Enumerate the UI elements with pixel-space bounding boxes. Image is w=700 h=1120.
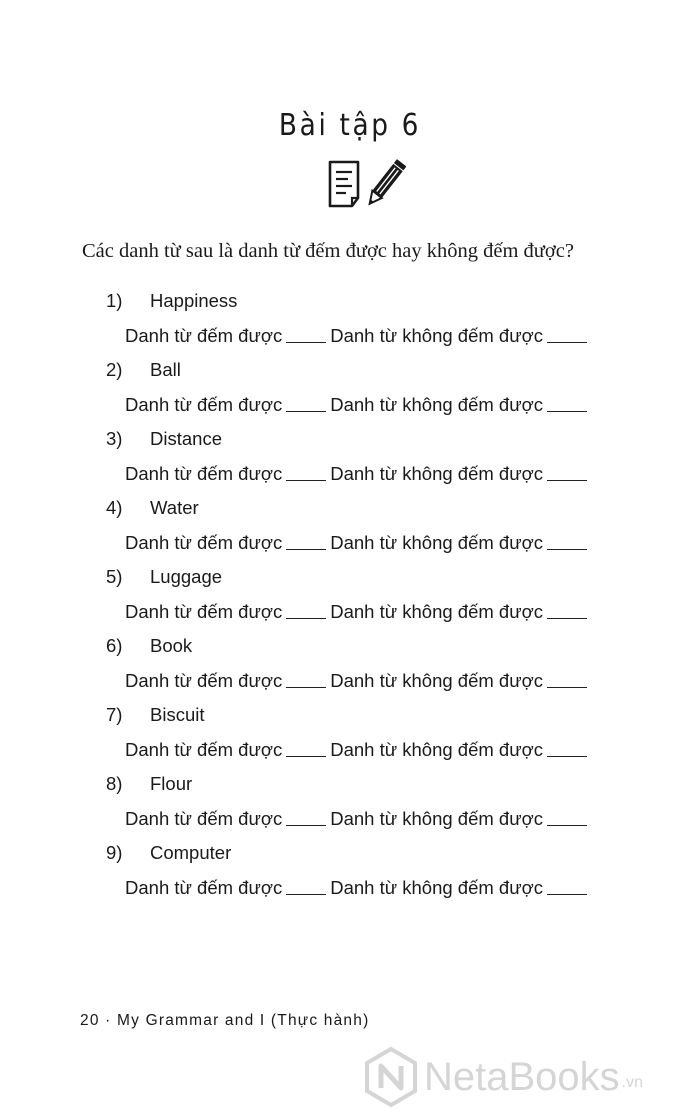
item-word: Flour xyxy=(150,773,193,794)
item-word: Luggage xyxy=(150,566,223,587)
uncountable-label: Danh từ không đếm được xyxy=(330,739,543,760)
uncountable-answer-blank[interactable] xyxy=(547,880,587,895)
watermark-brand: NetaBooks xyxy=(424,1054,620,1099)
exercise-item xyxy=(0,359,700,428)
exercise-item xyxy=(0,566,700,635)
item-heading xyxy=(106,428,222,450)
item-word: Happiness xyxy=(150,290,238,311)
item-number: 2) xyxy=(106,359,123,380)
countable-label: Danh từ đếm được xyxy=(125,394,283,415)
answer-line xyxy=(125,463,591,485)
item-number: 9) xyxy=(106,842,123,863)
uncountable-answer-blank[interactable] xyxy=(547,535,587,550)
uncountable-label: Danh từ không đếm được xyxy=(330,877,543,898)
uncountable-answer-blank[interactable] xyxy=(547,742,587,757)
answer-line xyxy=(125,601,591,623)
item-number: 8) xyxy=(106,773,123,794)
uncountable-label: Danh từ không đếm được xyxy=(330,394,543,415)
exercise-item xyxy=(0,497,700,566)
countable-label: Danh từ đếm được xyxy=(125,670,283,691)
item-heading xyxy=(106,290,237,312)
uncountable-answer-blank[interactable] xyxy=(547,328,587,343)
countable-label: Danh từ đếm được xyxy=(125,325,283,346)
countable-answer-blank[interactable] xyxy=(286,328,326,343)
item-number: 3) xyxy=(106,428,123,449)
page-footer: 20 · My Grammar and I (Thực hành) xyxy=(80,1012,370,1029)
exercise-item xyxy=(0,773,700,842)
item-heading xyxy=(106,842,231,864)
answer-line xyxy=(125,394,591,416)
countable-label: Danh từ đếm được xyxy=(125,877,283,898)
countable-label: Danh từ đếm được xyxy=(125,601,283,622)
countable-label: Danh từ đếm được xyxy=(125,532,283,553)
item-heading xyxy=(106,773,192,795)
exercise-item xyxy=(0,704,700,773)
item-word: Book xyxy=(150,635,193,656)
countable-answer-blank[interactable] xyxy=(286,535,326,550)
countable-label: Danh từ đếm được xyxy=(125,808,283,829)
item-word: Distance xyxy=(150,428,222,449)
countable-answer-blank[interactable] xyxy=(286,880,326,895)
uncountable-label: Danh từ không đếm được xyxy=(330,532,543,553)
answer-line xyxy=(125,739,591,761)
uncountable-label: Danh từ không đếm được xyxy=(330,670,543,691)
item-word: Computer xyxy=(150,842,232,863)
uncountable-answer-blank[interactable] xyxy=(547,397,587,412)
uncountable-answer-blank[interactable] xyxy=(547,811,587,826)
exercise-instruction: Các danh từ sau là danh từ đếm được hay không đếm được? xyxy=(82,240,574,262)
item-number: 1) xyxy=(106,290,123,311)
countable-answer-blank[interactable] xyxy=(286,811,326,826)
answer-line xyxy=(125,808,591,830)
exercise-item xyxy=(0,842,700,911)
exercise-item xyxy=(0,428,700,497)
item-heading xyxy=(106,359,181,381)
item-word: Water xyxy=(150,497,199,518)
uncountable-label: Danh từ không đếm được xyxy=(330,325,543,346)
exercise-list xyxy=(0,290,700,911)
item-heading xyxy=(106,566,222,588)
watermark xyxy=(364,1042,694,1112)
countable-answer-blank[interactable] xyxy=(286,604,326,619)
answer-line xyxy=(125,877,591,899)
item-word: Biscuit xyxy=(150,704,205,725)
item-number: 5) xyxy=(106,566,123,587)
exercise-item xyxy=(0,290,700,359)
watermark-suffix: .vn xyxy=(621,1074,644,1091)
answer-line xyxy=(125,532,591,554)
item-number: 4) xyxy=(106,497,123,518)
uncountable-answer-blank[interactable] xyxy=(547,466,587,481)
item-heading xyxy=(106,635,192,657)
countable-answer-blank[interactable] xyxy=(286,673,326,688)
countable-label: Danh từ đếm được xyxy=(125,463,283,484)
countable-answer-blank[interactable] xyxy=(286,397,326,412)
item-heading xyxy=(106,497,199,519)
netabooks-logo-icon xyxy=(364,1046,418,1108)
countable-answer-blank[interactable] xyxy=(286,466,326,481)
uncountable-label: Danh từ không đếm được xyxy=(330,601,543,622)
item-heading xyxy=(106,704,205,726)
item-word: Ball xyxy=(150,359,181,380)
countable-answer-blank[interactable] xyxy=(286,742,326,757)
answer-line xyxy=(125,670,591,692)
uncountable-answer-blank[interactable] xyxy=(547,604,587,619)
countable-label: Danh từ đếm được xyxy=(125,739,283,760)
answer-line xyxy=(125,325,591,347)
item-number: 6) xyxy=(106,635,123,656)
page-title: Bài tập 6 xyxy=(278,108,422,143)
uncountable-answer-blank[interactable] xyxy=(547,673,587,688)
document-and-pencil-icon xyxy=(322,158,406,214)
uncountable-label: Danh từ không đếm được xyxy=(330,808,543,829)
uncountable-label: Danh từ không đếm được xyxy=(330,463,543,484)
item-number: 7) xyxy=(106,704,123,725)
exercise-item xyxy=(0,635,700,704)
